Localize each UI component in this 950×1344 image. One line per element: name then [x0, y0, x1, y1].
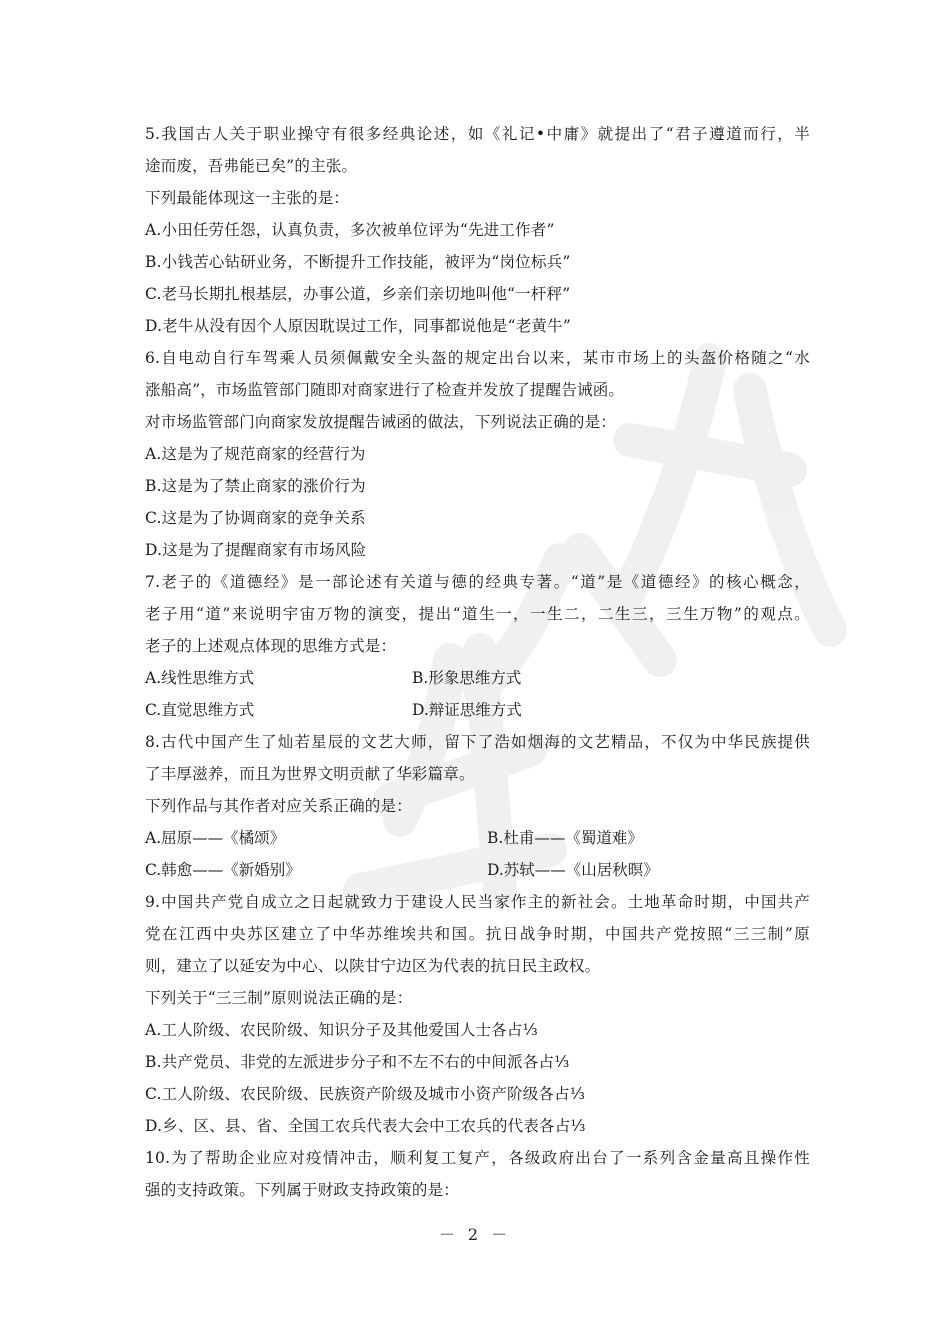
q9-option-a: A.工人阶级、农民阶级、知识分子及其他爱国人士各占⅓	[145, 1021, 538, 1039]
q7-options-row2	[145, 694, 810, 726]
q9-option-b: B.共产党员、非党的左派进步分子和不左不右的中间派各占⅓	[145, 1053, 570, 1071]
q6-option-a: A.这是为了规范商家的经营行为	[145, 445, 366, 463]
q10-stem-line1: 10.为了帮助企业应对疫情冲击，顺利复工复产，各级政府出台了一系列含金量高且操作性	[145, 1149, 810, 1167]
q7-stem-line1: 7.老子的《道德经》是一部论述有关道与德的经典专著。“道”是《道德经》的核心概念，	[145, 573, 810, 591]
question-6	[145, 342, 810, 566]
q6-stem-line2: 涨船高”，市场监管部门随即对商家进行了检查并发放了提醒告诫函。	[145, 381, 625, 399]
q9-prompt: 下列关于“三三制”原则说法正确的是：	[145, 989, 413, 1007]
question-8	[145, 726, 810, 886]
q9-stem-line3: 则，建立了以延安为中心、以陕甘宁边区为代表的抗日民主政权。	[145, 957, 601, 975]
q6-prompt: 对市场监管部门向商家发放提醒告诫函的做法，下列说法正确的是：	[145, 413, 617, 431]
q9-option-d: D.乡、区、县、省、全国工农兵代表大会中工农兵的代表各占⅓	[145, 1117, 586, 1135]
q8-option-d: D.苏轼——《山居秋暝》	[487, 861, 659, 879]
q8-stem-line1: 8.古代中国产生了灿若星辰的文艺大师，留下了浩如烟海的文艺精品，不仅为中华民族提供	[145, 733, 810, 751]
q9-option-c: C.工人阶级、农民阶级、民族资产阶级及城市小资产阶级各占⅓	[145, 1085, 586, 1103]
q5-option-c: C.老马长期扎根基层，办事公道，乡亲们亲切地叫他“一杆秤”	[145, 285, 571, 303]
q9-stem-line2: 党在江西中央苏区建立了中华苏维埃共和国。抗日战争时期，中国共产党按照“三三制”原	[145, 925, 810, 943]
q7-stem-line2: 老子用“道”来说明宇宙万物的演变，提出“道生一，一生二，二生三，三生万物”的观点。	[145, 605, 810, 623]
q8-stem-line2: 了丰厚滋养，而且为世界文明贡献了华彩篇章。	[145, 765, 475, 783]
q8-options-row1	[145, 822, 810, 854]
q7-option-a: A.线性思维方式	[145, 669, 255, 687]
q5-stem-line1: 5.我国古人关于职业操守有很多经典论述，如《礼记•中庸》就提出了“君子遵道而行，半	[145, 125, 810, 143]
page-number: － 2 －	[438, 1225, 512, 1244]
q8-options-row2	[145, 854, 810, 886]
q8-option-c: C.韩愈——《新婚别》	[145, 861, 301, 879]
q5-option-b: B.小钱苦心钻研业务，不断提升工作技能，被评为“岗位标兵”	[145, 253, 571, 271]
question-5	[145, 118, 810, 342]
q7-option-c: C.直觉思维方式	[145, 701, 255, 719]
q7-options-row1	[145, 662, 810, 694]
question-9	[145, 886, 810, 1142]
q6-option-b: B.这是为了禁止商家的涨价行为	[145, 477, 366, 495]
q6-stem-line1: 6.自电动自行车驾乘人员须佩戴安全头盔的规定出台以来，某市市场上的头盔价格随之“水	[145, 349, 810, 367]
q5-option-d: D.老牛从没有因个人原因耽误过工作，同事都说他是“老黄牛”	[145, 317, 571, 335]
question-10	[145, 1142, 810, 1206]
q5-option-a: A.小田任劳任怨，认真负责，多次被单位评为“先进工作者”	[145, 221, 555, 239]
q6-option-c: C.这是为了协调商家的竞争关系	[145, 509, 366, 527]
q8-option-a: A.屈原——《橘颂》	[145, 829, 286, 847]
question-content	[145, 118, 810, 1206]
q6-option-d: D.这是为了提醒商家有市场风险	[145, 541, 367, 559]
q7-prompt: 老子的上述观点体现的思维方式是：	[145, 637, 397, 655]
q9-stem-line1: 9.中国共产党自成立之日起就致力于建设人民当家作主的新社会。土地革命时期，中国共产	[145, 893, 810, 911]
q8-prompt: 下列作品与其作者对应关系正确的是：	[145, 797, 412, 815]
q5-stem-line2: 途而废，吾弗能已矣”的主张。	[145, 157, 358, 175]
question-7	[145, 566, 810, 726]
q10-stem-line2: 强的支持政策。下列属于财政支持政策的是：	[145, 1181, 460, 1199]
q8-option-b: B.杜甫——《蜀道难》	[487, 829, 643, 847]
q7-option-d: D.辩证思维方式	[412, 701, 522, 719]
q5-prompt: 下列最能体现这一主张的是：	[145, 189, 350, 207]
q7-option-b: B.形象思维方式	[412, 669, 522, 687]
